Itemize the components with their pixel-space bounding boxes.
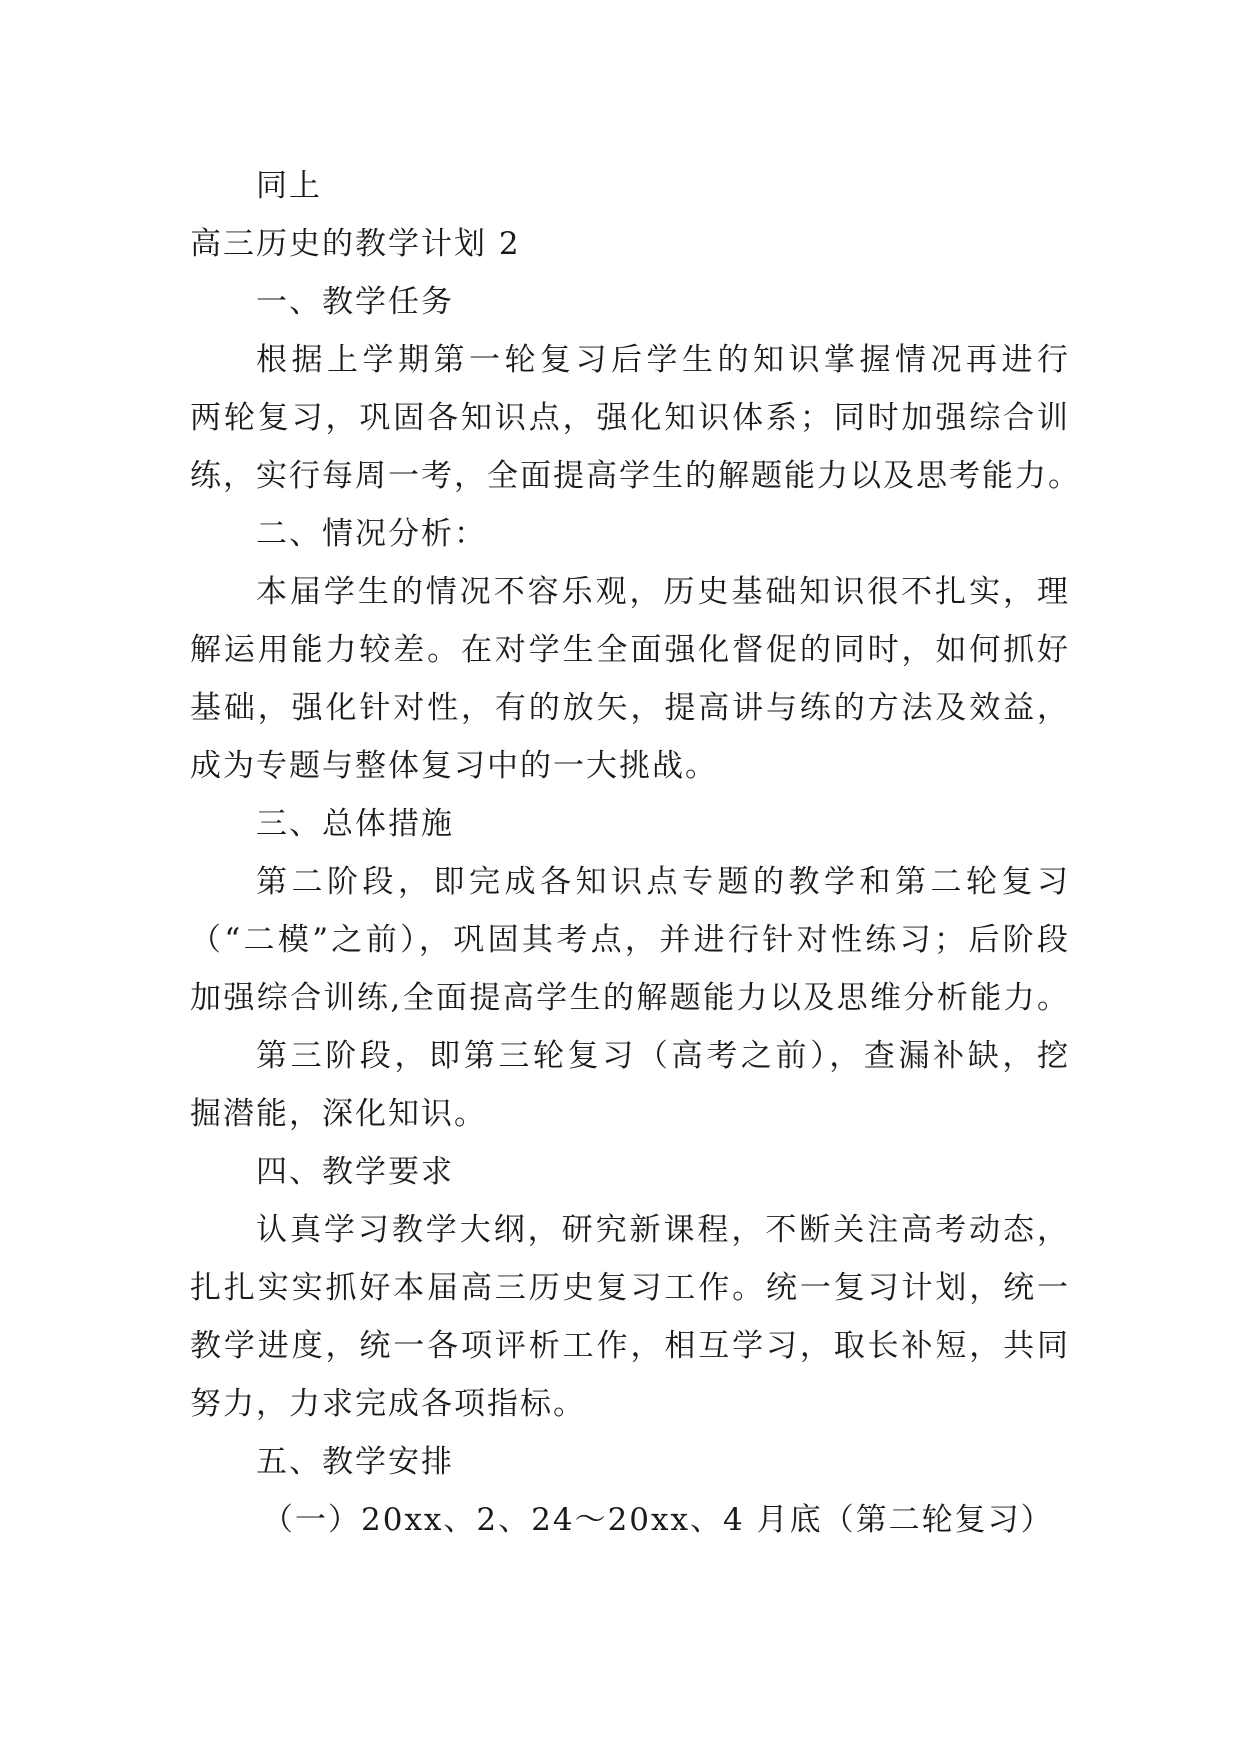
paragraph-line: 练，实行每周一考，全面提高学生的解题能力以及思考能力。 bbox=[190, 458, 1081, 494]
paragraph-line: 两轮复习，巩固各知识点，强化知识体系；同时加强综合训 bbox=[190, 400, 1070, 436]
paragraph-line: 基础，强化针对性，有的放矢，提高讲与练的方法及效益， bbox=[190, 690, 1070, 726]
paragraph-line: （“二模”之前），巩固其考点，并进行针对性练习；后阶段 bbox=[190, 922, 1070, 958]
paragraph-line: 努力，力求完成各项指标。 bbox=[190, 1386, 586, 1422]
paragraph-line: 解运用能力较差。在对学生全面强化督促的同时，如何抓好 bbox=[190, 632, 1070, 668]
section-heading-1: 一、教学任务 bbox=[256, 284, 454, 320]
paragraph-line: 根据上学期第一轮复习后学生的知识掌握情况再进行 bbox=[256, 342, 1070, 378]
section-heading-2: 二、情况分析： bbox=[256, 516, 487, 552]
paragraph-line: 掘潜能，深化知识。 bbox=[190, 1096, 487, 1132]
schedule-item: （一）20xx、2、24～20xx、4 月底（第二轮复习） bbox=[262, 1502, 1054, 1538]
paragraph-line: 教学进度，统一各项评析工作，相互学习，取长补短，共同 bbox=[190, 1328, 1070, 1364]
section-heading-3: 三、总体措施 bbox=[256, 806, 454, 842]
document-title: 高三历史的教学计划 2 bbox=[190, 226, 521, 262]
continuation-text: 同上 bbox=[256, 168, 322, 204]
paragraph-line: 扎扎实实抓好本届高三历史复习工作。统一复习计划，统一 bbox=[190, 1270, 1070, 1306]
paragraph-line: 第三阶段，即第三轮复习（高考之前），查漏补缺，挖 bbox=[256, 1038, 1070, 1074]
paragraph-line: 第二阶段，即完成各知识点专题的教学和第二轮复习 bbox=[256, 864, 1070, 900]
paragraph-line: 认真学习教学大纲，研究新课程，不断关注高考动态， bbox=[256, 1212, 1070, 1248]
paragraph-line: 加强综合训练,全面提高学生的解题能力以及思维分析能力。 bbox=[190, 980, 1070, 1016]
paragraph-line: 成为专题与整体复习中的一大挑战。 bbox=[190, 748, 718, 784]
section-heading-5: 五、教学安排 bbox=[256, 1444, 454, 1480]
section-heading-4: 四、教学要求 bbox=[256, 1154, 454, 1190]
paragraph-line: 本届学生的情况不容乐观，历史基础知识很不扎实，理 bbox=[256, 574, 1070, 610]
